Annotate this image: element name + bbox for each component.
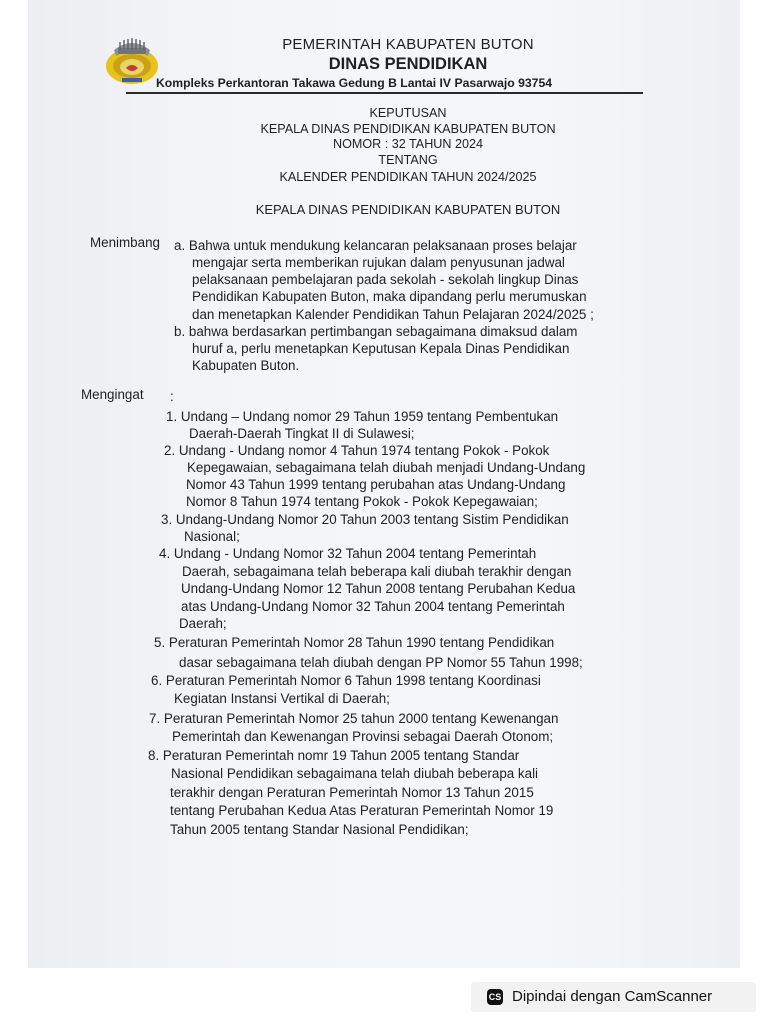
- mengingat-line: Daerah;: [179, 616, 227, 631]
- mengingat-line: tentang Perubahan Kedua Atas Peraturan Pemerintah Nomor 19: [170, 803, 554, 818]
- mengingat-line: 3. Undang-Undang Nomor 20 Tahun 2003 tentang Sistim Pendidikan: [161, 512, 569, 527]
- mengingat-line: 7. Peraturan Pemerintah Nomor 25 tahun 2000 tentang Kewenangan: [149, 711, 559, 726]
- title-subject: KALENDER PENDIDIKAN TAHUN 2024/2025: [279, 170, 537, 184]
- menimbang-line: pelaksanaan pembelajaran pada sekolah - sekolah lingkup Dinas: [192, 272, 579, 287]
- mengingat-line: Nomor 8 Tahun 1974 tentang Pokok - Pokok Kepegawaian;: [186, 494, 538, 509]
- mengingat-line: dasar sebagaimana telah diubah dengan PP Nomor 55 Tahun 1998;: [179, 655, 583, 670]
- mengingat-line: Tahun 2005 tentang Standar Nasional Pendidikan;: [170, 822, 469, 837]
- menimbang-line: mengajar serta memberikan rujukan dalam penyusunan jadwal: [192, 255, 565, 270]
- mengingat-line: Pemerintah dan Kewenangan Provinsi sebagai Daerah Otonom;: [172, 729, 554, 744]
- title-number: NOMOR : 32 TAHUN 2024: [332, 137, 483, 151]
- menimbang-line: Pendidikan Kabupaten Buton, maka dipandang perlu merumuskan: [192, 289, 587, 304]
- mengingat-line: Undang-Undang Nomor 12 Tahun 2008 tentang Perubahan Kedua: [181, 581, 576, 596]
- mengingat-line: 6. Peraturan Pemerintah Nomor 6 Tahun 1998 tentang Koordinasi: [151, 673, 541, 688]
- menimbang-line: a. Bahwa untuk mendukung kelancaran pelaksanaan proses belajar: [174, 238, 577, 253]
- mengingat-line: 4. Undang - Undang Nomor 32 Tahun 2004 tentang Pemerintah: [159, 546, 537, 561]
- title-issuer: KEPALA DINAS PENDIDIKAN KABUPATEN BUTON: [260, 122, 556, 136]
- mengingat-line: terakhir dengan Peraturan Pemerintah Nomor 13 Tahun 2015: [170, 785, 534, 800]
- letterhead-divider: [126, 92, 643, 94]
- department-heading: DINAS PENDIDIKAN: [328, 55, 488, 73]
- camscanner-logo-icon: CS: [487, 989, 503, 1005]
- menimbang-line: b. bahwa berdasarkan pertimbangan sebagaimana dimaksud dalam: [174, 324, 578, 339]
- menimbang-line: huruf a, perlu menetapkan Keputusan Kepala Dinas Pendidikan: [192, 341, 570, 356]
- mengingat-line: Nasional Pendidikan sebagaimana telah diubah beberapa kali: [171, 766, 539, 781]
- mengingat-colon: :: [170, 389, 174, 404]
- menimbang-label: Menimbang: [90, 235, 160, 250]
- office-address: Kompleks Perkantoran Takawa Gedung B Lantai IV Pasarwajo 93754: [156, 76, 553, 90]
- camscanner-badge-text: Dipindai dengan CamScanner: [512, 988, 713, 1005]
- mengingat-line: 8. Peraturan Pemerintah nomr 19 Tahun 2005 tentang Standar: [148, 748, 520, 763]
- scanned-document-page: [28, 0, 740, 968]
- mengingat-line: Kegiatan Instansi Vertikal di Daerah;: [174, 691, 390, 706]
- mengingat-line: Daerah-Daerah Tingkat II di Sulawesi;: [189, 426, 415, 441]
- title-about: TENTANG: [378, 153, 438, 167]
- issuer-line: KEPALA DINAS PENDIDIKAN KABUPATEN BUTON: [255, 202, 561, 217]
- mengingat-label: Mengingat: [81, 387, 144, 402]
- government-heading: PEMERINTAH KABUPATEN BUTON: [282, 36, 534, 53]
- buton-regency-emblem-icon: [104, 34, 160, 86]
- mengingat-line: 2. Undang - Undang nomor 4 Tahun 1974 tentang Pokok - Pokok: [164, 443, 550, 458]
- mengingat-line: atas Undang-Undang Nomor 32 Tahun 2004 tentang Pemerintah: [181, 599, 565, 614]
- mengingat-line: 5. Peraturan Pemerintah Nomor 28 Tahun 1990 tentang Pendidikan: [154, 635, 555, 650]
- mengingat-line: Daerah, sebagaimana telah beberapa kali diubah terakhir dengan: [182, 564, 572, 579]
- camscanner-badge: [471, 982, 756, 1012]
- title-decree: KEPUTUSAN: [369, 106, 447, 120]
- mengingat-line: Nomor 43 Tahun 1999 tentang perubahan atas Undang-Undang: [186, 477, 566, 492]
- mengingat-line: Kepegawaian, sebagaimana telah diubah menjadi Undang-Undang: [187, 460, 586, 475]
- menimbang-line: dan menetapkan Kalender Pendidikan Tahun Pelajaran 2024/2025 ;: [192, 307, 594, 322]
- mengingat-line: Nasional;: [184, 529, 240, 544]
- mengingat-line: 1. Undang – Undang nomor 29 Tahun 1959 tentang Pembentukan: [166, 409, 559, 424]
- menimbang-line: Kabupaten Buton.: [192, 358, 300, 373]
